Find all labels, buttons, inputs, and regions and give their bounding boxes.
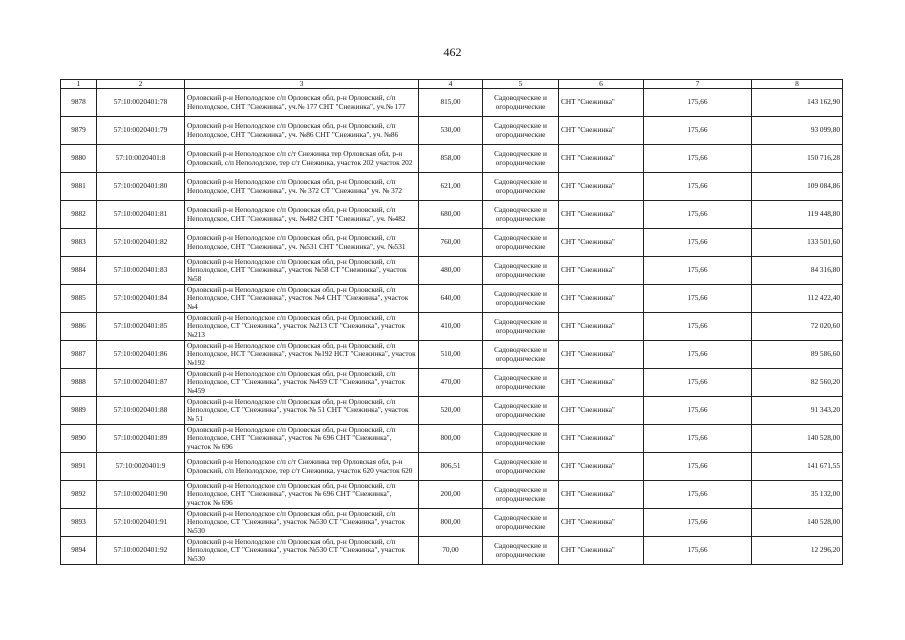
address-cell: Орловский р-н Неполодское с/п Орловская обл, р-н Орловский, с/п Неполодское, СТ "Снежинка", участок №213 СТ "Снежинка", участок №213 [185,313,419,341]
table-row [61,201,843,229]
row-number-cell: 9894 [61,537,97,565]
cadastral-value-cell: 89 586,60 [752,341,843,369]
land-registry-table [60,79,843,565]
land-use-cell: Садоводческие и огороднические [483,397,559,425]
owner-cell: СНТ "Снежинка" [559,201,644,229]
cadastral-number-cell: 57:10:0020401:9 [97,453,185,481]
cadastral-value-cell: 140 528,00 [752,509,843,537]
owner-cell: СНТ "Снежинка" [559,313,644,341]
owner-cell: СНТ "Снежинка" [559,425,644,453]
table-row [61,257,843,285]
column-number: 4 [419,80,483,89]
column-number: 7 [644,80,752,89]
area-cell: 800,00 [419,425,483,453]
unit-value-cell: 175,66 [644,89,752,117]
unit-value-cell: 175,66 [644,117,752,145]
row-number-cell: 9881 [61,173,97,201]
cadastral-value-cell: 35 132,00 [752,481,843,509]
cadastral-number-cell: 57:10:0020401:91 [97,509,185,537]
land-use-cell: Садоводческие и огороднические [483,425,559,453]
cadastral-number-cell: 57:10:0020401:78 [97,89,185,117]
cadastral-value-cell: 140 528,00 [752,425,843,453]
row-number-cell: 9888 [61,369,97,397]
area-cell: 530,00 [419,117,483,145]
table-row [61,145,843,173]
table-row [61,173,843,201]
row-number-cell: 9880 [61,145,97,173]
address-cell: Орловский р-н Неполодское с/п Орловская обл, р-н Орловский, с/п Неполодское, НСТ "Снежинка", участок №192 НСТ "Снежинка", участок №192 [185,341,419,369]
table-row [61,453,843,481]
table-row [61,341,843,369]
area-cell: 815,00 [419,89,483,117]
cadastral-value-cell: 133 501,60 [752,229,843,257]
owner-cell: СНТ "Снежинка" [559,257,644,285]
land-use-cell: Садоводческие и огороднические [483,341,559,369]
row-number-cell: 9887 [61,341,97,369]
owner-cell: СНТ "Снежинка" [559,145,644,173]
area-cell: 640,00 [419,285,483,313]
table-row [61,285,843,313]
unit-value-cell: 175,66 [644,481,752,509]
address-cell: Орловский р-н Неполодское с/п Орловская обл, р-н Орловский, с/п Неполодское, СНТ "Снежинка", участок №58 СТ "Снежинка", участок №58 [185,257,419,285]
unit-value-cell: 175,66 [644,173,752,201]
unit-value-cell: 175,66 [644,201,752,229]
cadastral-number-cell: 57:10:0020401:8 [97,145,185,173]
owner-cell: СНТ "Снежинка" [559,397,644,425]
table-row [61,313,843,341]
cadastral-number-cell: 57:10:0020401:79 [97,117,185,145]
cadastral-value-cell: 93 099,80 [752,117,843,145]
cadastral-value-cell: 12 296,20 [752,537,843,565]
area-cell: 858,00 [419,145,483,173]
cadastral-number-cell: 57:10:0020401:92 [97,537,185,565]
area-cell: 510,00 [419,341,483,369]
table-row [61,537,843,565]
owner-cell: СНТ "Снежинка" [559,537,644,565]
owner-cell: СНТ "Снежинка" [559,481,644,509]
table-row [61,89,843,117]
cadastral-value-cell: 141 671,55 [752,453,843,481]
owner-cell: СНТ "Снежинка" [559,341,644,369]
address-cell: Орловский р-н Неполодское с/п Орловская обл, р-н Орловский, с/п Неполодское, СНТ "Снежинка", уч. №482 СНТ "Снежинка", уч. №482 [185,201,419,229]
unit-value-cell: 175,66 [644,425,752,453]
address-cell: Орловский р-н Неполодское с/п Орловская обл, р-н Орловский, с/п Неполодское, СНТ "Снежинка", уч.№ 177 СНТ "Снежинка", уч.№ 177 [185,89,419,117]
owner-cell: СНТ "Снежинка" [559,229,644,257]
unit-value-cell: 175,66 [644,397,752,425]
address-cell: Орловский р-н Неполодское с/п Орловская обл, р-н Орловский, с/п Неполодское, СНТ "Снежинка", участок №4 СНТ "Снежинка", участок №4 [185,285,419,313]
cadastral-number-cell: 57:10:0020401:83 [97,257,185,285]
cadastral-number-cell: 57:10:0020401:84 [97,285,185,313]
area-cell: 410,00 [419,313,483,341]
land-use-cell: Садоводческие и огороднические [483,145,559,173]
cadastral-number-cell: 57:10:0020401:87 [97,369,185,397]
row-number-cell: 9892 [61,481,97,509]
address-cell: Орловский р-н Неполодское с/п Орловская обл, р-н Орловский, с/п Неполодское, СНТ "Снежинка", уч. №531 СНТ "Снежинка", уч. №531 [185,229,419,257]
table-row [61,117,843,145]
area-cell: 760,00 [419,229,483,257]
land-use-cell: Садоводческие и огороднические [483,481,559,509]
cadastral-number-cell: 57:10:0020401:88 [97,397,185,425]
row-number-cell: 9885 [61,285,97,313]
cadastral-value-cell: 143 162,90 [752,89,843,117]
column-number: 5 [483,80,559,89]
unit-value-cell: 175,66 [644,369,752,397]
owner-cell: СНТ "Снежинка" [559,173,644,201]
owner-cell: СНТ "Снежинка" [559,285,644,313]
unit-value-cell: 175,66 [644,229,752,257]
area-cell: 470,00 [419,369,483,397]
area-cell: 621,00 [419,173,483,201]
cadastral-number-cell: 57:10:0020401:80 [97,173,185,201]
cadastral-value-cell: 82 560,20 [752,369,843,397]
area-cell: 806,51 [419,453,483,481]
unit-value-cell: 175,66 [644,341,752,369]
cadastral-value-cell: 72 020,60 [752,313,843,341]
land-use-cell: Садоводческие и огороднические [483,173,559,201]
cadastral-number-cell: 57:10:0020401:89 [97,425,185,453]
land-use-cell: Садоводческие и огороднические [483,229,559,257]
address-cell: Орловский р-н Неполодское с/п Орловская обл, р-н Орловский, с/п Неполодское, СТ "Снежинка", участок №530 СТ "Снежинка", участок №530 [185,537,419,565]
unit-value-cell: 175,66 [644,453,752,481]
cadastral-number-cell: 57:10:0020401:85 [97,313,185,341]
column-number: 8 [752,80,843,89]
land-use-cell: Садоводческие и огороднические [483,285,559,313]
table-row [61,369,843,397]
unit-value-cell: 175,66 [644,509,752,537]
row-number-cell: 9886 [61,313,97,341]
column-number: 2 [97,80,185,89]
row-number-cell: 9893 [61,509,97,537]
address-cell: Орловский р-н Неполодское с/п с/т Снежинка тер Орловская обл, р-н Орловский, с/п Неполодское, тер с/т Снежинка, участок 620 участок 620 [185,453,419,481]
table-row [61,397,843,425]
cadastral-value-cell: 119 448,80 [752,201,843,229]
area-cell: 200,00 [419,481,483,509]
row-number-cell: 9890 [61,425,97,453]
column-number: 1 [61,80,97,89]
column-number-row [61,80,843,89]
row-number-cell: 9889 [61,397,97,425]
area-cell: 70,00 [419,537,483,565]
row-number-cell: 9883 [61,229,97,257]
land-use-cell: Садоводческие и огороднические [483,201,559,229]
area-cell: 520,00 [419,397,483,425]
cadastral-value-cell: 84 316,80 [752,257,843,285]
land-use-cell: Садоводческие и огороднические [483,313,559,341]
row-number-cell: 9882 [61,201,97,229]
unit-value-cell: 175,66 [644,257,752,285]
address-cell: Орловский р-н Неполодское с/п Орловская обл, р-н Орловский, с/п Неполодское, СНТ "Снежинка", уч. № 372 СТ "Снежинка" уч. № 372 [185,173,419,201]
row-number-cell: 9878 [61,89,97,117]
table-row [61,481,843,509]
address-cell: Орловский р-н Неполодское с/п Орловская обл, р-н Орловский, с/п Неполодское, СТ "Снежинка", участок №459 СТ "Снежинка", участок №459 [185,369,419,397]
land-use-cell: Садоводческие и огороднические [483,89,559,117]
owner-cell: СНТ "Снежинка" [559,89,644,117]
land-use-cell: Садоводческие и огороднические [483,537,559,565]
area-cell: 680,00 [419,201,483,229]
unit-value-cell: 175,66 [644,537,752,565]
land-use-cell: Садоводческие и огороднические [483,257,559,285]
cadastral-number-cell: 57:10:0020401:81 [97,201,185,229]
area-cell: 800,00 [419,509,483,537]
address-cell: Орловский р-н Неполодское с/п Орловская обл, р-н Орловский, с/п Неполодское, СТ "Снежинка", участок №530 СТ "Снежинка", участок №530 [185,509,419,537]
table-row [61,509,843,537]
cadastral-value-cell: 109 084,86 [752,173,843,201]
table-body [61,89,843,565]
cadastral-value-cell: 150 716,28 [752,145,843,173]
land-use-cell: Садоводческие и огороднические [483,117,559,145]
unit-value-cell: 175,66 [644,145,752,173]
page-number: 462 [443,45,462,59]
cadastral-number-cell: 57:10:0020401:86 [97,341,185,369]
cadastral-number-cell: 57:10:0020401:82 [97,229,185,257]
table-row [61,425,843,453]
address-cell: Орловский р-н Неполодское с/п Орловская обл, р-н Орловский, с/п Неполодское, СНТ "Снежинка", уч. №86 СНТ "Снежинка", уч. №86 [185,117,419,145]
row-number-cell: 9879 [61,117,97,145]
area-cell: 480,00 [419,257,483,285]
row-number-cell: 9891 [61,453,97,481]
address-cell: Орловский р-н Неполодское с/п Орловская обл, р-н Орловский, с/п Неполодское, СТ "Снежинка", участок № 51 СНТ "Снежинка", участок № 51 [185,397,419,425]
cadastral-value-cell: 91 343,20 [752,397,843,425]
land-use-cell: Садоводческие и огороднические [483,453,559,481]
owner-cell: СНТ "Снежинка" [559,509,644,537]
unit-value-cell: 175,66 [644,285,752,313]
row-number-cell: 9884 [61,257,97,285]
address-cell: Орловский р-н Неполодское с/п Орловская обл, р-н Орловский, с/п Неполодское, СНТ "Снежинка", участок № 696 СНТ "Снежинка", участок № 696 [185,425,419,453]
land-use-cell: Садоводческие и огороднические [483,509,559,537]
owner-cell: СНТ "Снежинка" [559,453,644,481]
address-cell: Орловский р-н Неполодское с/п Орловская обл, р-н Орловский, с/п Неполодское, СНТ "Снежинка", участок № 696 СНТ "Снежинка", участок № 696 [185,481,419,509]
cadastral-number-cell: 57:10:0020401:90 [97,481,185,509]
land-use-cell: Садоводческие и огороднические [483,369,559,397]
unit-value-cell: 175,66 [644,313,752,341]
column-number: 3 [185,80,419,89]
address-cell: Орловский р-н Неполодское с/п с/т Снежинка тер Орловская обл, р-н Орловский, с/п Неполодское, тер с/т Снежинка, участок 202 участок 202 [185,145,419,173]
owner-cell: СНТ "Снежинка" [559,117,644,145]
owner-cell: СНТ "Снежинка" [559,369,644,397]
table-row [61,229,843,257]
cadastral-value-cell: 112 422,40 [752,285,843,313]
column-number: 6 [559,80,644,89]
